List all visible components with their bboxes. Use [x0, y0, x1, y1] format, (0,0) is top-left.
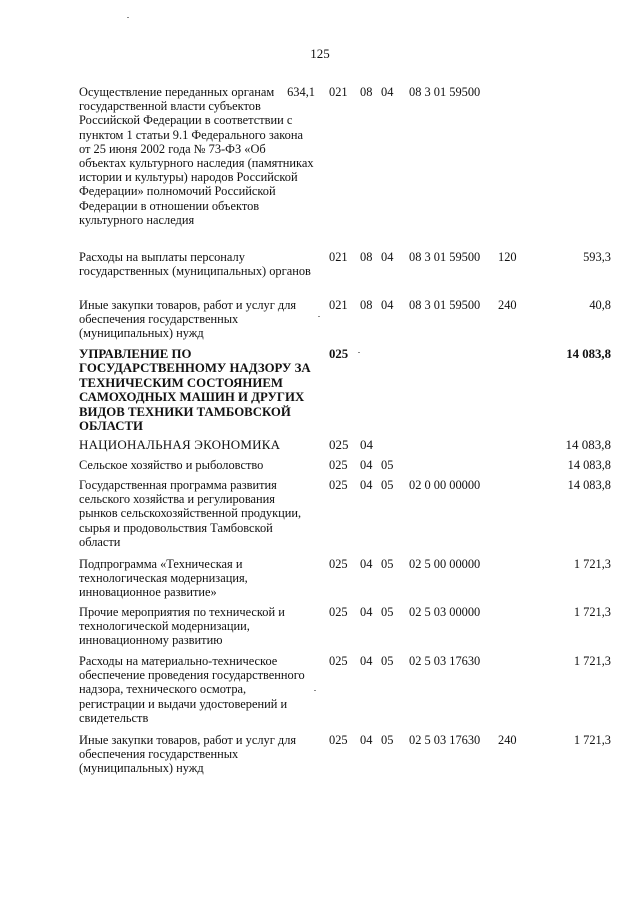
table-row: [79, 458, 611, 472]
row-pr: 05: [381, 605, 394, 619]
row-ved: 025: [329, 437, 349, 452]
row-rz: 04: [360, 458, 373, 472]
row-pr: 05: [381, 654, 394, 668]
row-name: НАЦИОНАЛЬНАЯ ЭКОНОМИКА: [79, 437, 281, 452]
row-csr: 08 3 01 59500: [409, 250, 481, 264]
row-csr: 08 3 01 59500: [409, 85, 481, 99]
row-pr: 05: [381, 478, 394, 492]
row-name: Иные закупки товаров, работ и услуг для обеспечения государственных (муниципальных) нужд: [79, 298, 297, 341]
row-sum: 40,8: [589, 298, 611, 312]
row-name: УПРАВЛЕНИЕ ПО ГОСУДАРСТВЕННОМУ НАДЗОРУ ЗА ТЕХНИЧЕСКИМ СОСТОЯНИЕМ САМОХОДНЫХ МАШИН И ДРУГИХ ВИДОВ ТЕХНИКИ ТАМБОВСКОЙ ОБЛАСТИ: [79, 347, 311, 434]
row-rz: 04: [360, 733, 373, 747]
row-sum: 1 721,3: [573, 557, 611, 571]
table-row: [79, 605, 611, 648]
row-ved: 021: [329, 250, 348, 264]
page-number: 125: [310, 46, 330, 61]
row-sum: 14 083,8: [567, 478, 611, 492]
row-vr: 240: [498, 298, 517, 312]
row-ved: 025: [329, 557, 348, 571]
row-csr: 02 0 00 00000: [409, 478, 481, 492]
scan-speck: [127, 17, 129, 18]
row-pr: 05: [381, 733, 394, 747]
row-sum: 1 721,3: [573, 654, 611, 668]
row-ved: 025: [329, 347, 349, 361]
table-row: [79, 733, 611, 776]
row-pr: 04: [381, 85, 394, 99]
row-pr: 05: [381, 458, 394, 472]
table-row-section: [79, 438, 611, 452]
row-ved: 021: [329, 85, 348, 99]
row-sum: 14 083,8: [566, 347, 611, 361]
row-rz: 08: [360, 85, 373, 99]
row-sum: 14 083,8: [567, 458, 611, 472]
row-ved: 021: [329, 298, 348, 312]
row-name: Расходы на выплаты персоналу государственных (муниципальных) органов: [79, 250, 311, 279]
row-vr: 240: [498, 733, 517, 747]
row-csr: 02 5 03 17630: [409, 654, 481, 668]
row-name: Осуществление переданных органам государственной власти субъектов Российской Федерации в соответствии с пунктом 1 статьи 9.1 Федерального закона от 25 июня 2002 года № 73-ФЗ «Об объектах культурного наследия (памятниках истории и культуры) народов Российской Федерации» полномочий Российской Федерации в отношении объектов культурного наследия: [79, 85, 314, 227]
row-sum: 593,3: [583, 250, 611, 264]
row-name: Прочие мероприятия по технической и технологической модернизации, инновационному развитию: [79, 605, 285, 648]
row-ved: 025: [329, 654, 348, 668]
table-row: [79, 250, 611, 278]
row-rz: 04: [360, 478, 373, 492]
row-name: Государственная программа развития сельского хозяйства и регулирования рынков сельскохозяйственной продукции, сырья и продовольствия Тамбовской области: [79, 478, 302, 549]
row-rz: 04: [360, 437, 373, 452]
row-csr: 02 5 03 17630: [409, 733, 481, 747]
row-sum: 1 721,3: [573, 605, 611, 619]
row-pr: 05: [381, 557, 394, 571]
row-csr: 08 3 01 59500: [409, 298, 481, 312]
row-rz: 08: [360, 250, 373, 264]
row-rz: 04: [360, 557, 373, 571]
row-sum: 634,1: [287, 85, 315, 99]
row-pr: 04: [381, 250, 394, 264]
table-row: [79, 654, 611, 725]
table-row-department: [79, 347, 611, 433]
row-name: Расходы на материально-техническое обеспечение проведения государственного надзора, технического осмотра, регистрации и выдачи удостоверений и свидетельств: [79, 654, 305, 725]
table-row: [79, 478, 611, 549]
row-ved: 025: [329, 478, 348, 492]
row-rz: 04: [360, 654, 373, 668]
row-rz: 08: [360, 298, 373, 312]
row-csr: 02 5 00 00000: [409, 557, 481, 571]
row-rz: 04: [360, 605, 373, 619]
row-ved: 025: [329, 733, 348, 747]
row-name: Сельское хозяйство и рыболовство: [79, 458, 264, 472]
table-row: [79, 85, 481, 227]
row-ved: 025: [329, 605, 348, 619]
row-ved: 025: [329, 458, 348, 472]
row-sum: 1 721,3: [573, 733, 611, 747]
table-row: [79, 298, 611, 341]
row-csr: 02 5 03 00000: [409, 605, 481, 619]
row-sum: 14 083,8: [565, 437, 611, 452]
row-vr: 120: [498, 250, 517, 264]
row-name: Подпрограмма «Техническая и технологическая модернизация, инновационное развитие»: [79, 557, 248, 600]
table-row: [79, 557, 611, 600]
row-pr: 04: [381, 298, 394, 312]
row-name: Иные закупки товаров, работ и услуг для обеспечения государственных (муниципальных) нужд: [79, 733, 297, 776]
